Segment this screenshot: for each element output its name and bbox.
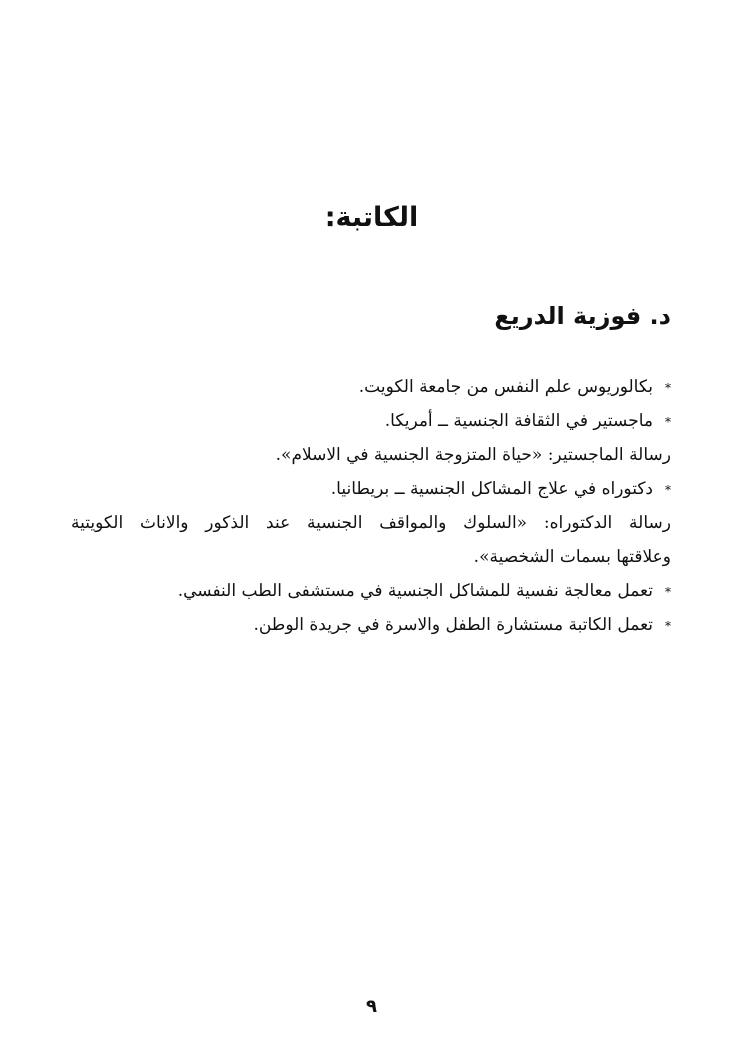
page-title: الكاتبة: bbox=[324, 202, 419, 233]
bio-doctorate-thesis-continued bbox=[71, 540, 671, 574]
author-name: د. فوزية الدريع bbox=[494, 302, 671, 330]
bio-text: رسالة الماجستير: «حياة المتزوجة الجنسية في الاسلام». bbox=[275, 445, 671, 465]
bio-item-work-consultant bbox=[71, 608, 671, 642]
bio-text: رسالة الدكتوراه: «السلوك والمواقف الجنسية عند الذكور والاناث الكويتية bbox=[71, 513, 671, 533]
bullet-icon: * bbox=[665, 381, 671, 395]
bio-text: تعمل معالجة نفسية للمشاكل الجنسية في مستشفى الطب النفسي. bbox=[177, 581, 653, 601]
bio-text: وعلاقتها بسمات الشخصية». bbox=[473, 547, 671, 567]
bio-text: بكالوريوس علم النفس من جامعة الكويت. bbox=[358, 377, 653, 397]
bio-item-doctorate bbox=[71, 472, 671, 506]
page-number: ٩ bbox=[366, 996, 377, 1017]
bio-text: دكتوراه في علاج المشاكل الجنسية ــ بريطانيا. bbox=[330, 479, 653, 499]
bio-text: تعمل الكاتبة مستشارة الطفل والاسرة في جريدة الوطن. bbox=[253, 615, 653, 635]
bio-text: ماجستير في الثقافة الجنسية ــ أمريكا. bbox=[384, 411, 653, 431]
bio-master-thesis bbox=[71, 438, 671, 472]
bullet-icon: * bbox=[665, 585, 671, 599]
bullet-icon: * bbox=[665, 619, 671, 633]
author-bio bbox=[71, 370, 671, 642]
bullet-icon: * bbox=[665, 483, 671, 497]
bio-item-bachelor bbox=[71, 370, 671, 404]
bullet-icon: * bbox=[665, 415, 671, 429]
bio-doctorate-thesis bbox=[71, 506, 671, 540]
bio-item-work-therapist bbox=[71, 574, 671, 608]
bio-item-master bbox=[71, 404, 671, 438]
